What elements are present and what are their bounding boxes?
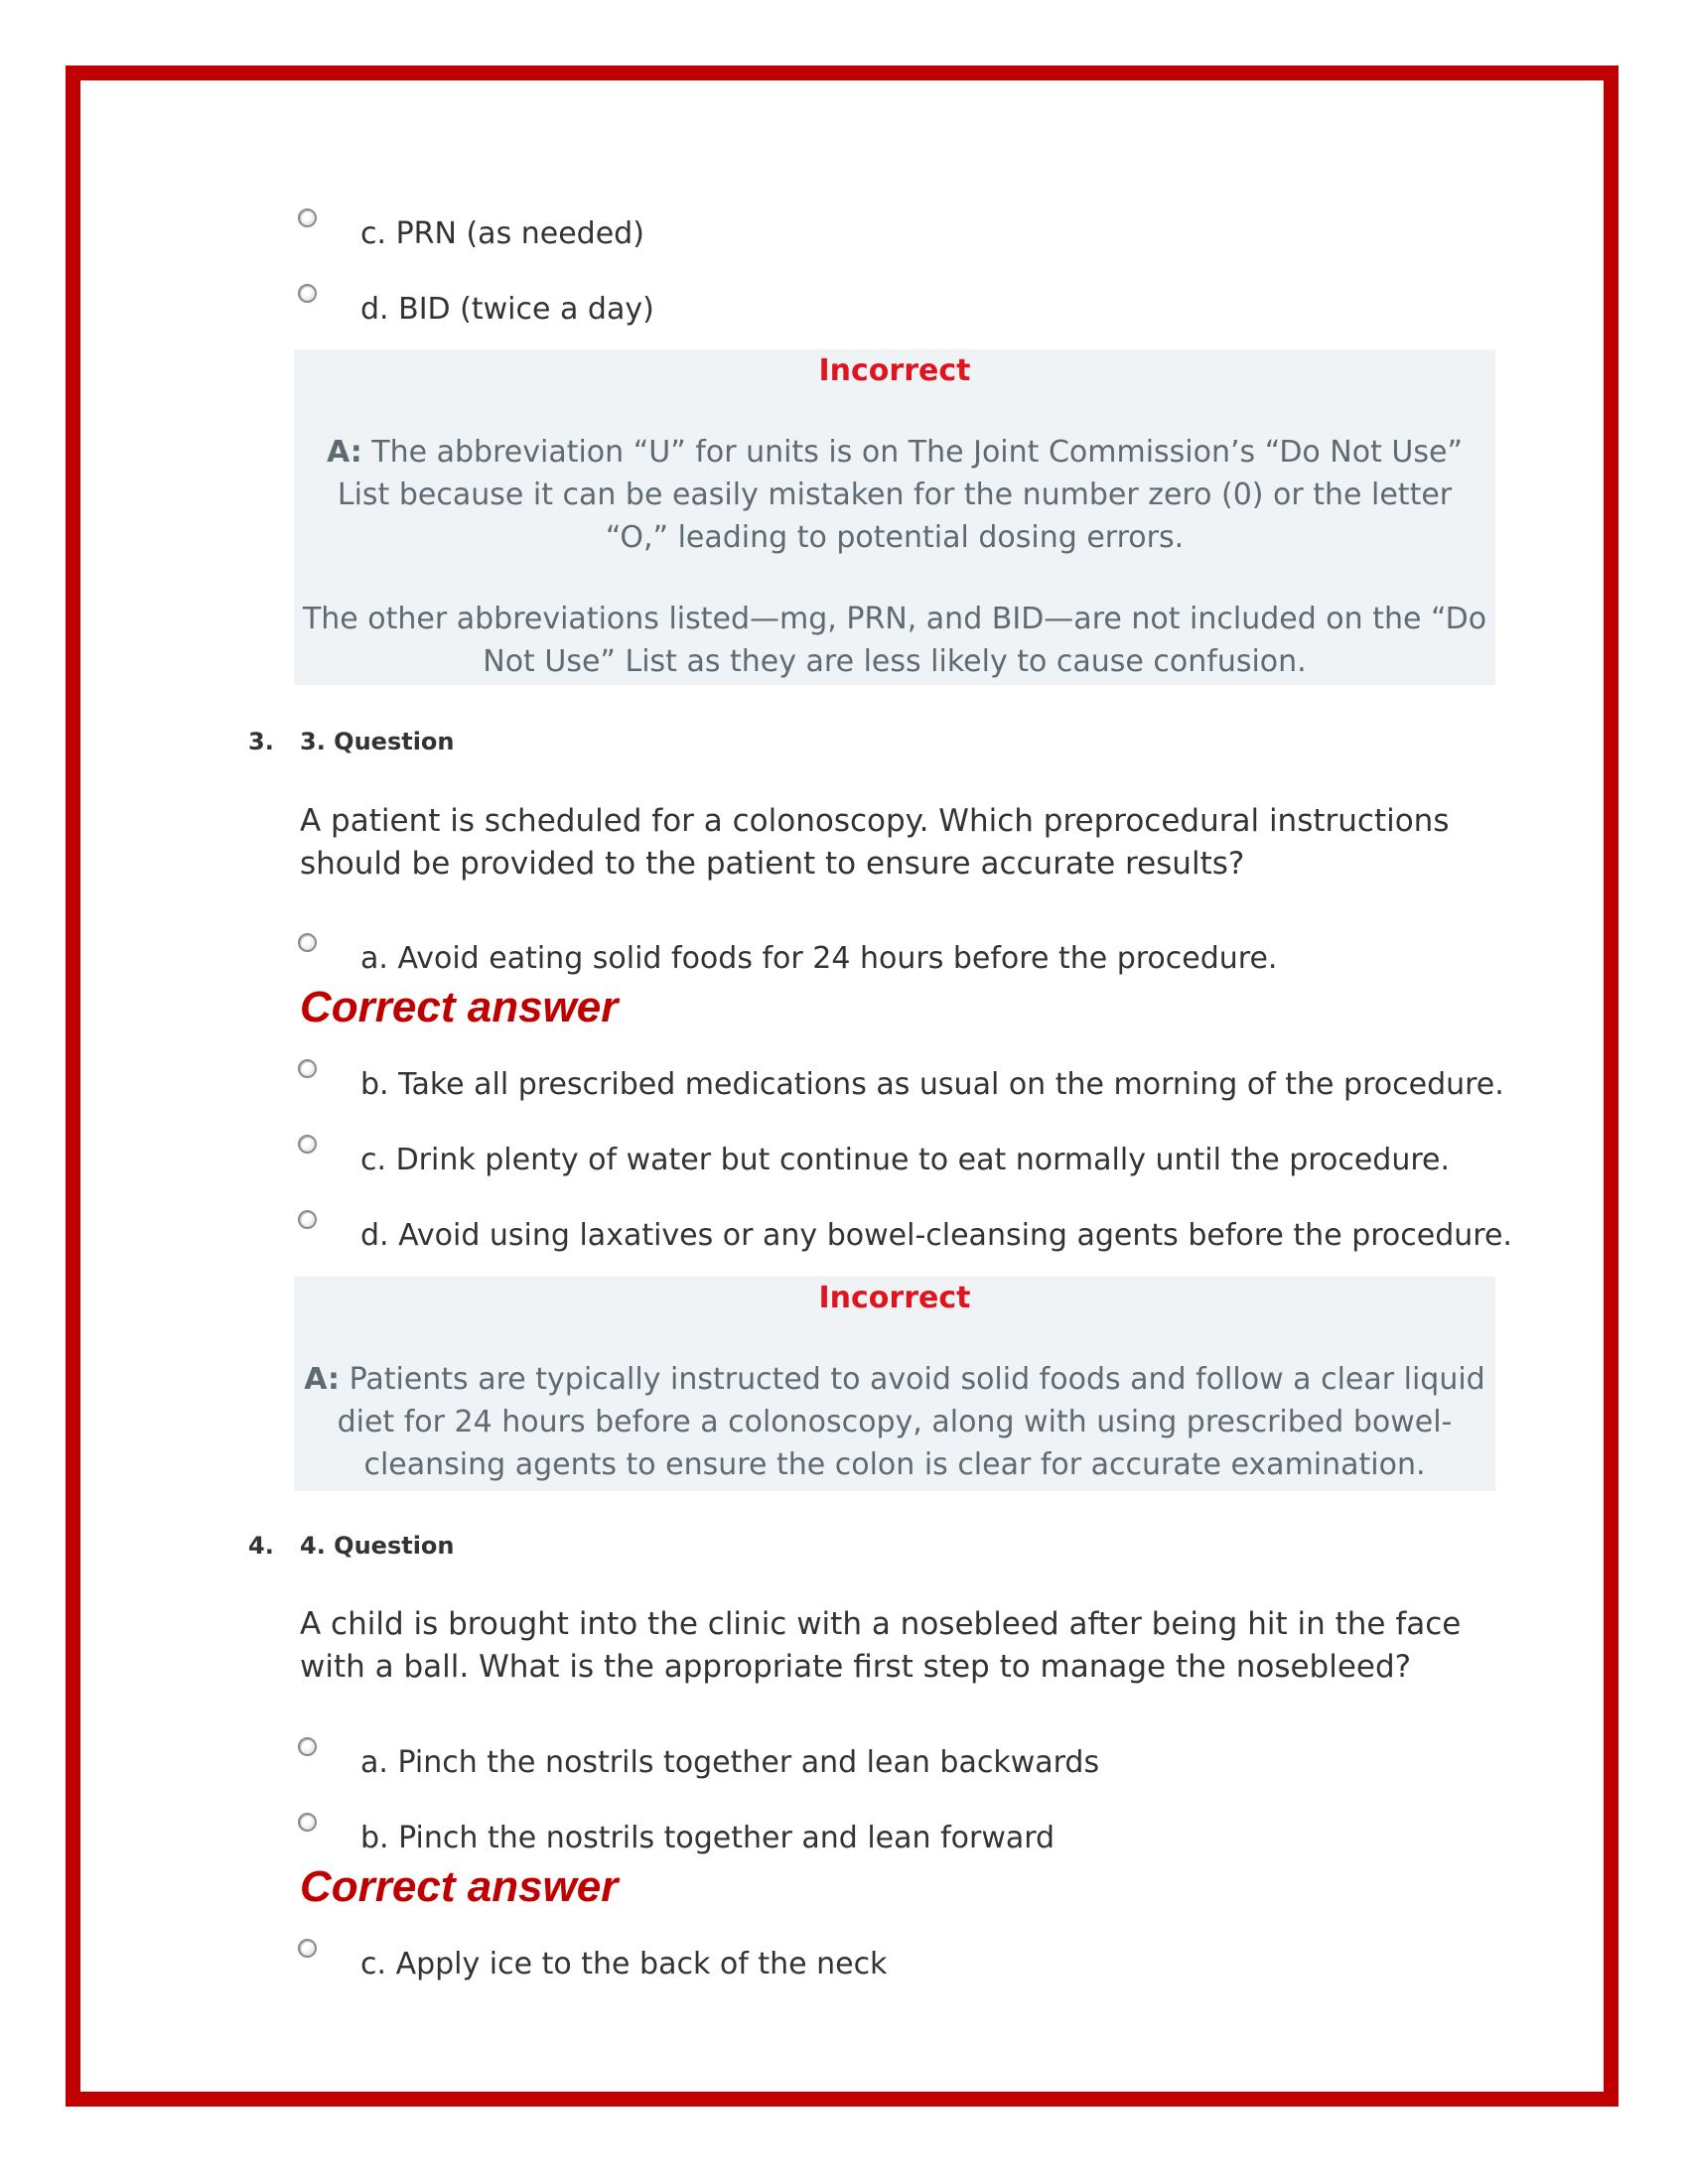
correct-answer-label: Correct answer — [300, 983, 619, 1031]
option-label: b. Pinch the nostrils together and lean forward — [360, 1821, 1055, 1855]
q3-feedback-box — [294, 1277, 1495, 1491]
radio-icon[interactable] — [298, 1210, 317, 1229]
option-label: a. Avoid eating solid foods for 24 hours before the procedure. — [360, 941, 1278, 976]
radio-icon[interactable] — [298, 208, 317, 227]
radio-icon[interactable] — [298, 1737, 317, 1756]
q3-explanation: A: Patients are typically instructed to avoid solid foods and follow a clear liquid diet for 24 hours before a colonoscopy, along with using prescribed bowel-cleansing agents to ensure the colon is clear for accurate examination. — [304, 1362, 1485, 1482]
incorrect-label: Incorrect — [818, 353, 971, 388]
option-label: c. Drink plenty of water but continue to eat normally until the procedure. — [360, 1143, 1451, 1177]
option-label: d. Avoid using laxatives or any bowel-cleansing agents before the procedure. — [360, 1218, 1512, 1253]
radio-icon[interactable] — [298, 1059, 317, 1078]
question-title: 3. Question — [300, 728, 455, 755]
question-text: A patient is scheduled for a colonoscopy. Which preprocedural instructions should be provided to the patient to ensure accurate results? — [300, 803, 1450, 882]
answer-label: A: — [326, 435, 362, 470]
radio-icon[interactable] — [298, 1939, 317, 1958]
q2-feedback-box — [294, 349, 1495, 685]
answer-label: A: — [304, 1362, 341, 1397]
correct-answer-label: Correct answer — [300, 1862, 619, 1911]
question-number: 3. — [248, 728, 274, 755]
option-label: a. Pinch the nostrils together and lean backwards — [360, 1745, 1100, 1780]
q2-extra-explanation: The other abbreviations listed—mg, PRN, and BID—are not included on the “Do Not Use” List as they are less likely to cause confusion. — [302, 602, 1487, 679]
incorrect-label: Incorrect — [818, 1281, 971, 1315]
question-number: 4. — [248, 1532, 274, 1560]
q2-explanation: A: The abbreviation “U” for units is on The Joint Commission’s “Do Not Use” List because it can be easily mistaken for the number zero (0) or the letter “O,” leading to potential dosing errors. — [326, 435, 1463, 555]
option-label: c. PRN (as needed) — [360, 216, 644, 251]
option-label: b. Take all prescribed medications as usual on the morning of the procedure. — [360, 1067, 1504, 1102]
option-label: d. BID (twice a day) — [360, 292, 654, 327]
question-text: A child is brought into the clinic with a nosebleed after being hit in the face with a ball. What is the appropriate first step to manage the nosebleed? — [300, 1606, 1462, 1685]
radio-icon[interactable] — [298, 933, 317, 952]
question-title: 4. Question — [300, 1532, 455, 1560]
option-label: c. Apply ice to the back of the neck — [360, 1947, 888, 1981]
radio-icon[interactable] — [298, 284, 317, 303]
radio-icon[interactable] — [298, 1813, 317, 1832]
radio-icon[interactable] — [298, 1135, 317, 1154]
